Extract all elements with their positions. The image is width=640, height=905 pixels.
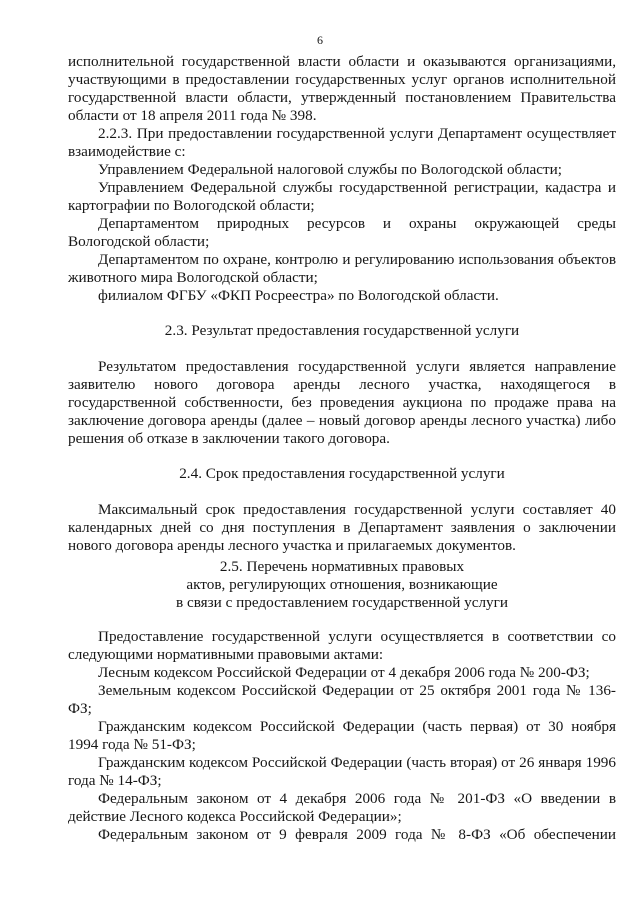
heading-line: в связи с предоставлением государственной услуги xyxy=(176,594,508,611)
list-item-wildlife-dept: Департаментом по охране, контролю и регулированию использования объектов животного мира Вологодской области; xyxy=(68,251,616,286)
heading-line: 2.5. Перечень нормативных правовых xyxy=(219,558,465,575)
list-item-civil-code-part-2: Гражданским кодексом Российской Федерации (часть вторая) от 26 января 1996 года № 14-ФЗ; xyxy=(68,754,616,789)
paragraph-result: Результатом предоставления государственной услуги является направление заявителю нового договора аренды лесного участка, находящегося в государственной собственности, без проведения аукциона по продаже права на заключение договора аренды (далее – новый договор аренды лесного участка) либо решения об отказе в заключении такого договора. xyxy=(68,358,616,447)
paragraph-term: Максимальный срок предоставления государственной услуги составляет 40 календарных дней со дня поступления в Департамент заявления о заключении нового договора аренды лесного участка и прилагаемых документов. xyxy=(68,501,616,554)
list-item-registration-service: Управлением Федеральной службы государственной регистрации, кадастра и картографии по Вологодской области; xyxy=(68,179,616,214)
section-heading-2-4: 2.4. Срок предоставления государственной услуги xyxy=(179,465,505,482)
list-item-federal-law-201: Федеральным законом от 4 декабря 2006 года № 201-ФЗ «О введении в действие Лесного кодекса Российской Федерации»; xyxy=(68,790,616,825)
heading-line: актов, регулирующих отношения, возникающие xyxy=(186,576,498,593)
paragraph-continuation: исполнительной государственной власти области и оказываются организациями, участвующими в предоставлении государственных услуг органов исполнительной государственной власти области, утвержденный постановлением Правительства области от 18 апреля 2011 года № 398. xyxy=(68,53,616,124)
list-item-federal-law-8: Федеральным законом от 9 февраля 2009 года № 8-ФЗ «Об обеспечении xyxy=(98,826,616,843)
paragraph-2-2-3: 2.2.3. При предоставлении государственной услуги Департамент осуществляет взаимодействие с: xyxy=(68,125,616,160)
paragraph-legal-basis: Предоставление государственной услуги осуществляется в соответствии со следующими нормативными правовыми актами: xyxy=(68,628,616,663)
section-heading-2-5 xyxy=(68,558,616,612)
page-number: 6 xyxy=(317,33,323,47)
list-item-civil-code-part-1: Гражданским кодексом Российской Федерации (часть первая) от 30 ноября 1994 года № 51-ФЗ; xyxy=(68,718,616,753)
list-item-forest-code: Лесным кодексом Российской Федерации от 4 декабря 2006 года № 200-ФЗ; xyxy=(98,664,590,681)
list-item-land-code: Земельным кодексом Российской Федерации от 25 октября 2001 года № 136-ФЗ; xyxy=(68,682,616,717)
list-item-natural-resources-dept: Департаментом природных ресурсов и охраны окружающей среды Вологодской области; xyxy=(68,215,616,250)
list-item-rosreestr-branch: филиалом ФГБУ «ФКП Росреестра» по Вологодской области. xyxy=(98,287,499,304)
list-item-tax-service: Управлением Федеральной налоговой службы по Вологодской области; xyxy=(98,161,562,178)
section-heading-2-3: 2.3. Результат предоставления государственной услуги xyxy=(164,322,520,339)
